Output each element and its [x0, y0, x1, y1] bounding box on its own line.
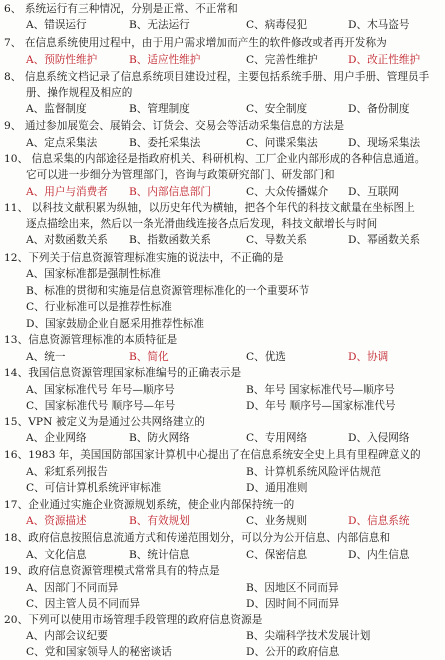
q11-option-d: D、幂函数关系 [348, 234, 421, 246]
q16-option-b: B、计算机系统风险评估规范 [246, 466, 381, 478]
q20-option-b: B、尖端科学技术发展计划 [246, 630, 371, 642]
question-20-stem: 20、下列可以使用市场管理手段管理的政府信息资源是 [4, 614, 263, 626]
q10-option-d: D、互联网 [348, 186, 399, 198]
question-11-stem: 11、 以科技文献积累为纵轴，以历史年代为横轴，把各个年代的科技文献量在坐标图上 [4, 202, 415, 214]
q18-option-c: C、保密信息 [246, 549, 308, 561]
question-11-stem-cont: 逐点描绘出来，然后以一条光滑曲线连接各点后发现，科技文献增长与时间 [26, 218, 378, 230]
q14-option-c: C、国家标准代号 顺序号—年号 [26, 400, 176, 412]
q11-option-b: B、指数函数关系 [129, 234, 211, 246]
q6-option-b: B、无法运行 [129, 19, 190, 31]
q7-option-d: D、改正性维护 [348, 54, 421, 66]
q11-option-a: A、对数函数关系 [26, 234, 108, 246]
question-17-stem: 17、企业通过实施企业资源规划系统，使企业内部保持统一的 [4, 499, 295, 511]
q8-option-b: B、管理制度 [129, 103, 190, 115]
q9-option-c: C、问谍采集法 [246, 137, 318, 149]
q15-option-d: D、入侵网络 [348, 432, 410, 444]
question-8-stem: 8、 信息系统文档记录了信息系统项目建设过程，主要包括系统手册、用户手册、管理员手 [4, 71, 430, 83]
question-8-stem-cont: 册、操作规程及相应的 [26, 87, 133, 99]
q13-option-a: A、统一 [26, 351, 66, 363]
q13-option-b: B、简化 [129, 351, 169, 363]
q19-option-b: B、因地区不同而异 [246, 582, 339, 594]
q9-option-b: B、委托采集法 [129, 137, 201, 149]
q9-option-a: A、定点采集法 [26, 137, 98, 149]
q8-option-d: D、备份制度 [348, 103, 410, 115]
q15-option-a: A、企业网络 [26, 432, 87, 444]
q14-option-d: D、年号 顺序号—国家标准代号 [246, 400, 396, 412]
q13-option-c: C、优选 [246, 351, 286, 363]
q17-option-b: B、有效规划 [129, 515, 190, 527]
question-19-stem: 19、政府信息资源管理模式常常具有的特点是 [4, 565, 220, 577]
question-9-stem: 9、 通过参加展览会、展销会、订货会、交易会等活动采集信息的方法是 [4, 120, 345, 132]
q10-option-c: C、大众传播媒介 [246, 186, 329, 198]
q16-option-a: A、彩虹系列报告 [26, 466, 108, 478]
q14-option-b: B、年号 国家标准代号—顺序号 [246, 384, 395, 396]
q18-option-a: A、文化信息 [26, 549, 87, 561]
q6-option-d: D、木马盗号 [348, 19, 410, 31]
q12-option-c: C、行业标准可以是推荐性标准 [26, 301, 172, 313]
q7-option-c: C、完善性维护 [246, 54, 318, 66]
q18-option-d: D、内生信息 [348, 549, 410, 561]
q10-option-b: B、内部信息部门 [129, 186, 211, 198]
q10-option-a: A、用户与消费者 [26, 186, 108, 198]
q7-option-a: A、预防性维护 [26, 54, 98, 66]
q13-option-d: D、协调 [348, 351, 389, 363]
question-12-stem: 12、下列关于信息资源管理标准实施的说法中，不正确的是 [4, 252, 284, 264]
question-15-stem: 15、VPN 被定义为是通过公共网络建立的 [4, 416, 205, 428]
question-6-stem: 6、 系统运行有三种情况，分别是正常、不正常和 [4, 3, 238, 15]
q16-option-c: C、可信计算机系统评审标准 [26, 482, 162, 494]
question-13-stem: 13、信息资源管理标准的本质特征是 [4, 334, 178, 346]
q8-option-a: A、监督制度 [26, 103, 87, 115]
q8-option-c: C、安全制度 [246, 103, 308, 115]
question-10-stem: 10、 信息采集的内部途径是指政府机关、科研机构、工厂企业内部形成的各种信息通道。 [4, 153, 426, 165]
q6-option-a: A、错误运行 [26, 19, 87, 31]
question-14-stem: 14、我国信息资源管理国家标准编号的正确表示是 [4, 367, 242, 379]
q20-option-c: C、党和国家领导人的秘密谈话 [26, 646, 172, 658]
q6-option-c: C、病毒侵犯 [246, 19, 308, 31]
q15-option-c: C、专用网络 [246, 432, 308, 444]
q19-option-d: D、因时间不同而异 [246, 598, 340, 610]
q19-option-a: A、因部门不同而异 [26, 582, 119, 594]
q17-option-a: A、资源描述 [26, 515, 87, 527]
q20-option-d: D、公开的政府信息 [246, 646, 340, 658]
q17-option-c: C、业务规则 [246, 515, 308, 527]
q14-option-a: A、国家标准代号 年号—顺序号 [26, 384, 175, 396]
q7-option-b: B、适应性维护 [129, 54, 201, 66]
question-7-stem: 7、 在信息系统使用过程中，由于用户需求增加而产生的软件修改或者再开发称为 [4, 37, 387, 49]
q19-option-c: C、因主管人员不同而异 [26, 598, 141, 610]
q9-option-d: D、现场采集法 [348, 137, 421, 149]
q17-option-d: D、信息系统 [348, 515, 410, 527]
q11-option-c: C、导数关系 [246, 234, 308, 246]
q12-option-d: D、国家鼓励企业自愿采用推荐性标准 [26, 318, 204, 330]
q12-option-b: B、标准的贯彻和实施是信息资源管理标准化的一个重要环节 [26, 285, 310, 297]
question-10-stem-cont: 它可以进一步细分为管理部门，咨询与政策研究部门、研发部门和 [26, 169, 335, 181]
q18-option-b: B、统计信息 [129, 549, 190, 561]
question-16-stem: 16、1983 年，美国国防部国家计算机中心提出了在信息系统安全史上具有里程碑意义的 [4, 449, 421, 461]
q15-option-b: B、防火网络 [129, 432, 190, 444]
question-18-stem: 18、政府信息按照信息流通方式和传递范围划分，可以分为公开信息、内部信息和 [4, 532, 391, 544]
q20-option-a: A、内部会议纪要 [26, 630, 108, 642]
q12-option-a: A、国家标准都是强制性标准 [26, 268, 161, 280]
q16-option-d: D、通用准则 [246, 482, 308, 494]
